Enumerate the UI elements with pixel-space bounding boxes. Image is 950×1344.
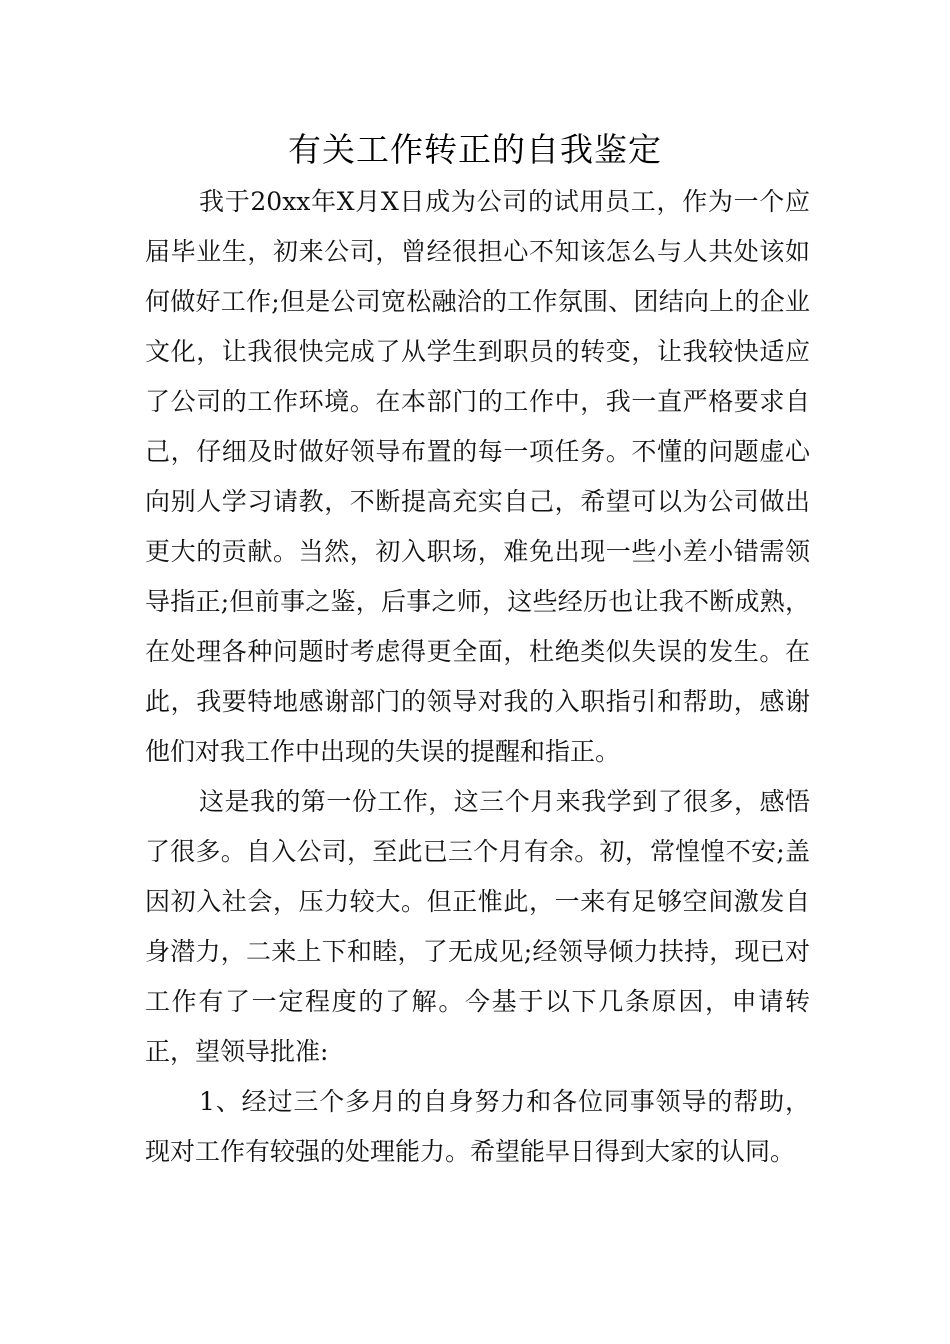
paragraph-first-job: 这是我的第一份工作，这三个月来我学到了很多，感悟了很多。自入公司，至此已三个月有余。初，常惶惶不安;盖因初入社会，压力较大。但正惟此，一来有足够空间激发自身潜力，二来上下和睦，了无成见;经领导倾力扶持，现已对工作有了一定程度的了解。今基于以下几条原因，申请转正，望领导批准: — [145, 787, 810, 1066]
document-body — [145, 177, 810, 1177]
document-title: 有关工作转正的自我鉴定 — [288, 130, 662, 169]
paragraph-intro: 我于20xx年X月X日成为公司的试用员工，作为一个应届毕业生，初来公司，曾经很担心不知该怎么与人共处该如何做好工作;但是公司宽松融洽的工作氛围、团结向上的企业文化，让我很快完成了从学生到职员的转变，让我较快适应了公司的工作环境。在本部门的工作中，我一直严格要求自己，仔细及时做好领导布置的每一项任务。不懂的问题虚心向别人学习请教，不断提高充实自己，希望可以为公司做出更大的贡献。当然，初入职场，难免出现一些小差小错需领导指正;但前事之鉴，后事之师，这些经历也让我不断成熟，在处理各种问题时考虑得更全面，杜绝类似失误的发生。在此，我要特地感谢部门的领导对我的入职指引和帮助，感谢他们对我工作中出现的失误的提醒和指正。 — [145, 187, 810, 766]
paragraph-reason-1: 1、经过三个多月的自身努力和各位同事领导的帮助，现对工作有较强的处理能力。希望能早日得到大家的认同。 — [145, 1087, 810, 1166]
